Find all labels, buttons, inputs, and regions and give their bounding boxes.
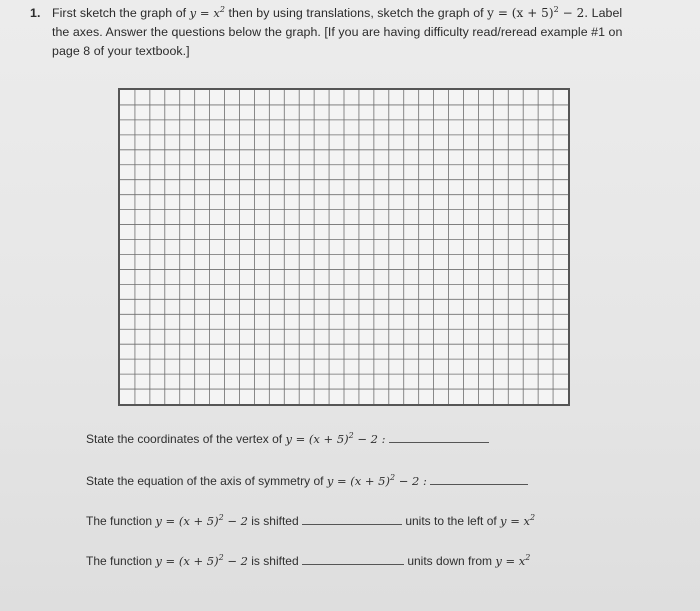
vertex-answer-blank[interactable] [389,430,489,443]
left-shift-answer-blank[interactable] [302,512,402,525]
question-text [52,4,652,61]
question-line-3: page 8 of your textbook.] [52,44,190,58]
question-line-1 [52,4,652,23]
parent-function: $y = x^2$ [189,5,225,20]
question-line-2: the axes. Answer the questions below the graph. [If you are having difficulty read/reread example #1 on [52,25,623,39]
question-number: 1. [30,6,41,20]
vertex-prompt: State the coordinates of the vertex of $y = (x + 5)^2 - 2$ : [86,430,489,446]
question-line-1-part-c: Label [591,6,623,20]
axis-of-symmetry-prompt: State the equation of the axis of symmetry of $y = (x + 5)^2 - 2$ : [86,472,528,488]
graph-grid[interactable] [118,88,570,406]
graph-grid-lines [120,90,568,404]
translated-function: $y = (x + 5)^2 - 2$. [487,5,589,20]
down-shift-answer-blank[interactable] [302,552,404,565]
left-shift-prompt: The function $y = (x + 5)^2 - 2$ is shifted units to the left of $y = x^2$ [86,513,536,528]
down-shift-prompt: The function $y = (x + 5)^2 - 2$ is shifted units down from $y = x^2$ [86,553,531,568]
question-line-1-part-a: First sketch the graph of [52,6,187,20]
question-line-1-part-b: then by using translations, sketch the graph of [228,6,484,20]
axis-answer-blank[interactable] [430,472,528,485]
